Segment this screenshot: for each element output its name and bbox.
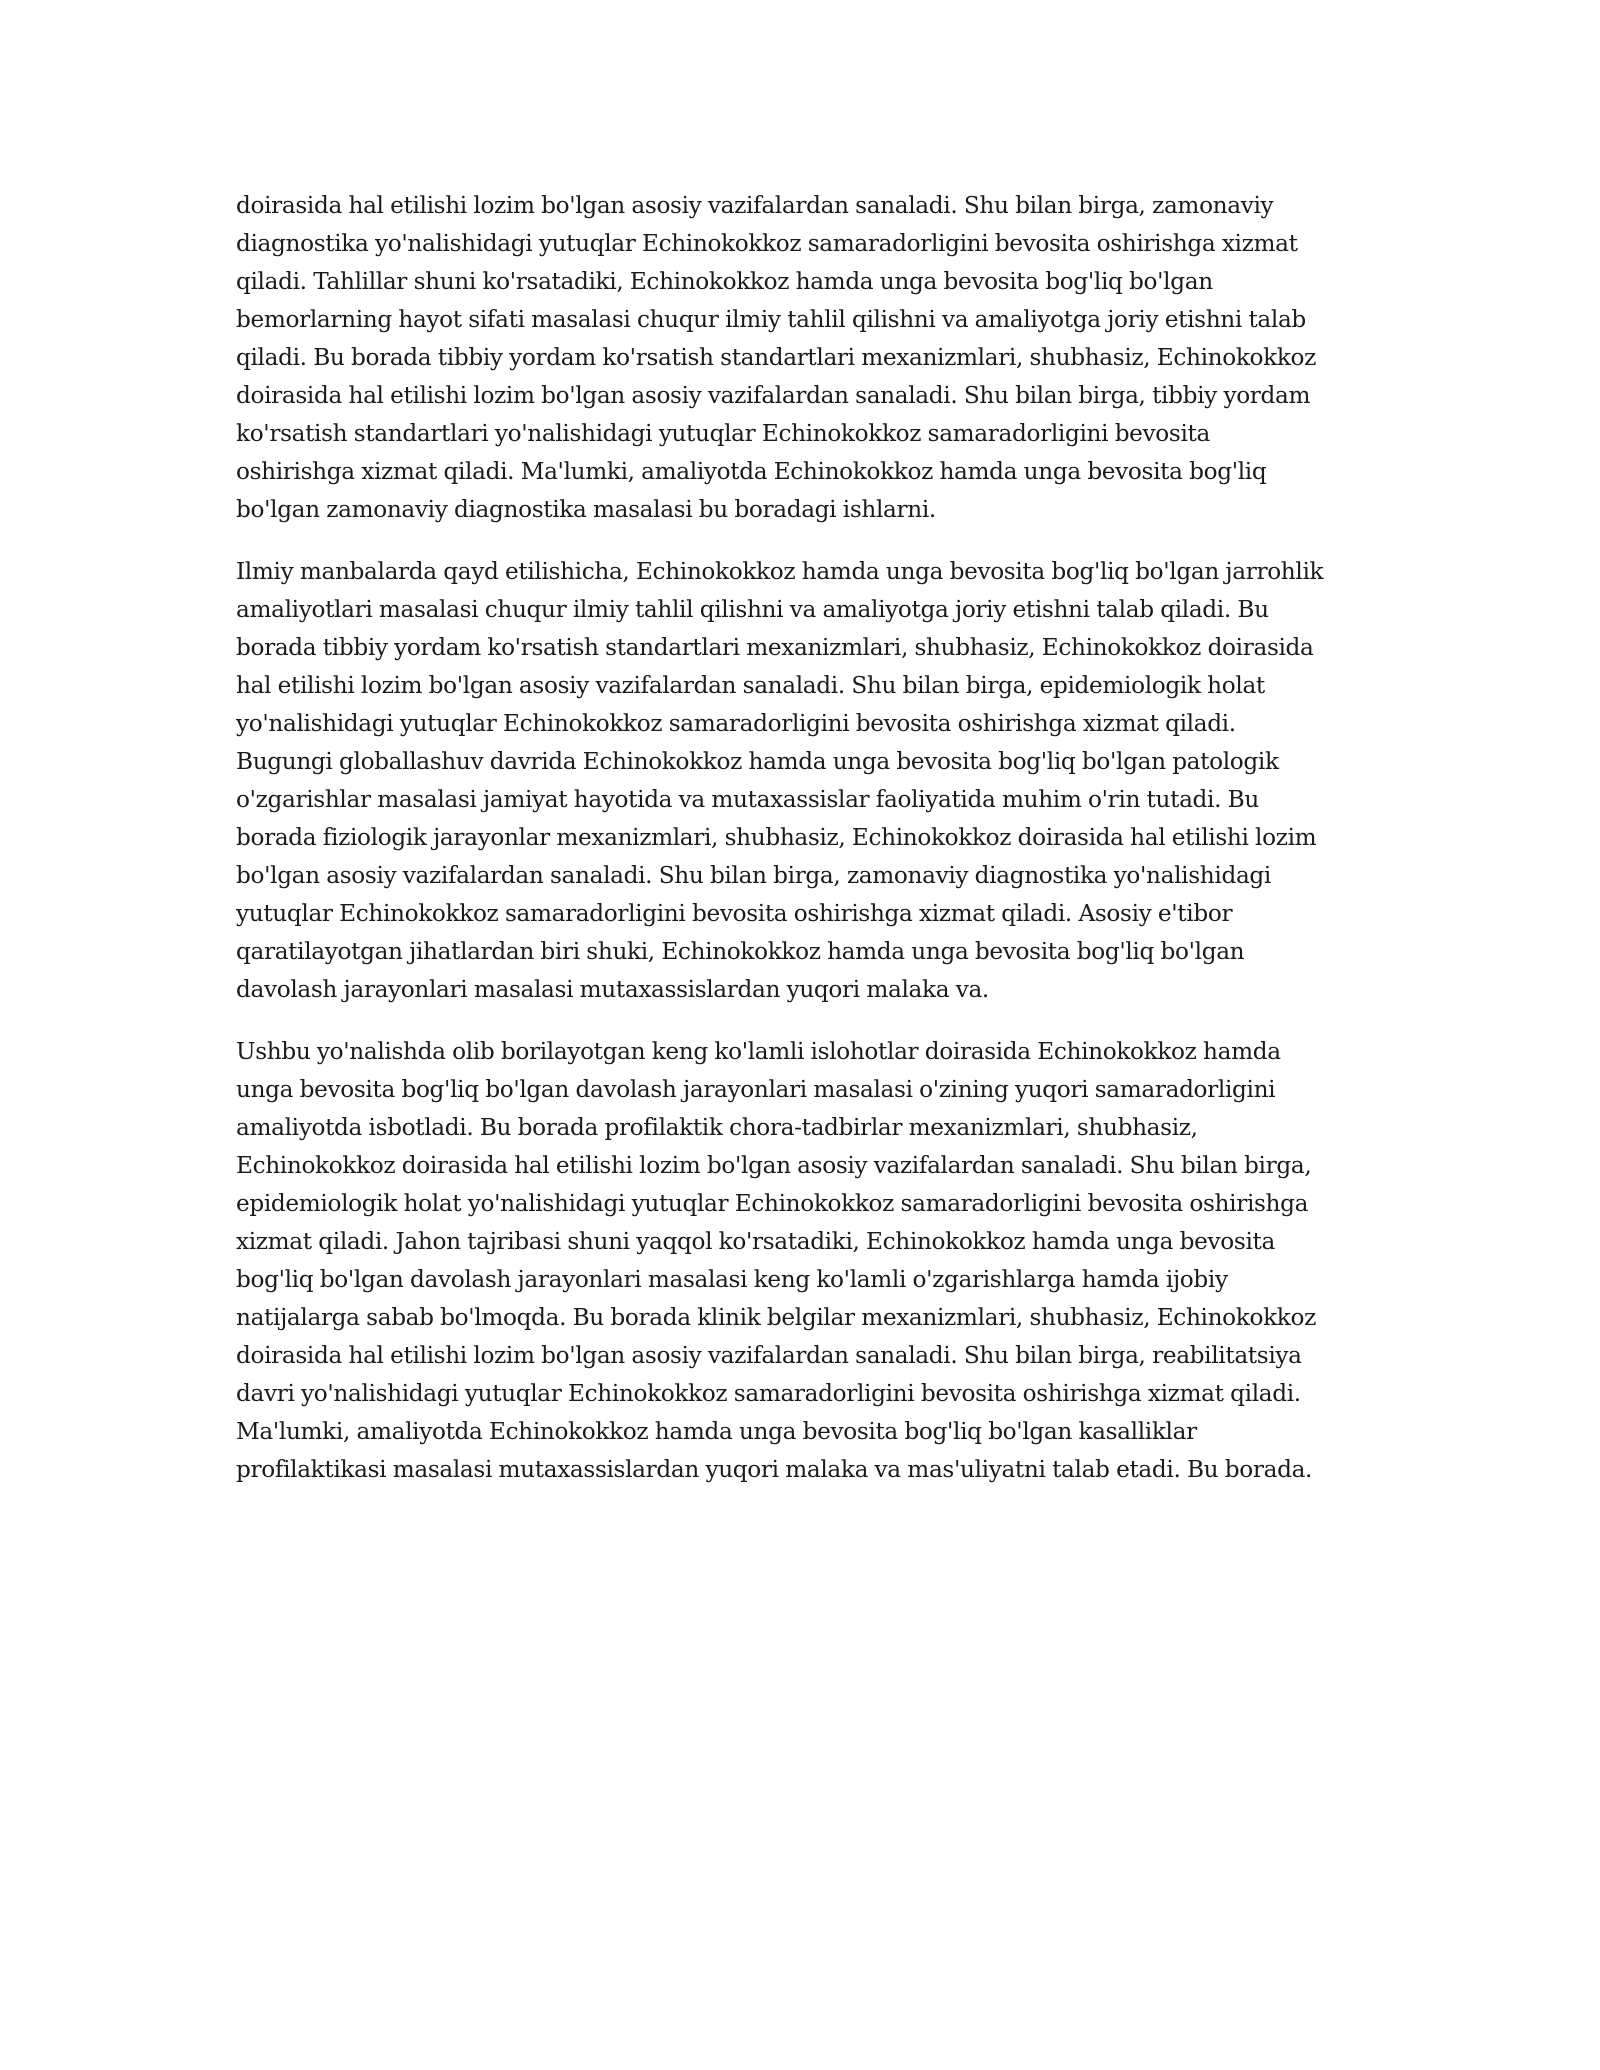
text-line: doirasida hal etilishi lozim bo'lgan asosiy vazifalardan sanaladi. Shu bilan birga, zamonaviy (236, 192, 1274, 219)
text-line: doirasida hal etilishi lozim bo'lgan asosiy vazifalardan sanaladi. Shu bilan birga, tibbiy yordam (236, 382, 1311, 409)
paragraph-1 (236, 187, 1366, 529)
text-line: profilaktikasi masalasi mutaxassislardan yuqori malaka va mas'uliyatni talab etadi. Bu borada. (236, 1456, 1313, 1483)
text-line: o'zgarishlar masalasi jamiyat hayotida va mutaxassislar faoliyatida muhim o'rin tutadi. Bu (236, 786, 1259, 813)
text-line: unga bevosita bog'liq bo'lgan davolash jarayonlari masalasi o'zining yuqori samaradorligini (236, 1076, 1276, 1103)
text-line: doirasida hal etilishi lozim bo'lgan asosiy vazifalardan sanaladi. Shu bilan birga, reabilitatsiya (236, 1342, 1302, 1369)
text-line: Ushbu yo'nalishda olib borilayotgan keng ko'lamli islohotlar doirasida Echinokokkoz hamda (236, 1038, 1281, 1065)
text-line: borada tibbiy yordam ko'rsatish standartlari mexanizmlari, shubhasiz, Echinokokkoz doirasida (236, 634, 1314, 661)
text-line: diagnostika yo'nalishidagi yutuqlar Echinokokkoz samaradorligini bevosita oshirishga xizmat (236, 230, 1298, 257)
text-line: Bugungi globallashuv davrida Echinokokkoz hamda unga bevosita bog'liq bo'lgan patologik (236, 748, 1279, 775)
text-line: xizmat qiladi. Jahon tajribasi shuni yaqqol ko'rsatadiki, Echinokokkoz hamda unga bevosita (236, 1228, 1275, 1255)
text-line: amaliyotlari masalasi chuqur ilmiy tahlil qilishni va amaliyotga joriy etishni talab qiladi. Bu (236, 596, 1269, 623)
text-line: hal etilishi lozim bo'lgan asosiy vazifalardan sanaladi. Shu bilan birga, epidemiologik holat (236, 672, 1265, 699)
text-line: oshirishga xizmat qiladi. Ma'lumki, amaliyotda Echinokokkoz hamda unga bevosita bog'liq (236, 458, 1267, 485)
text-line: Echinokokkoz doirasida hal etilishi lozim bo'lgan asosiy vazifalardan sanaladi. Shu bilan birga, (236, 1152, 1312, 1179)
text-line: Ma'lumki, amaliyotda Echinokokkoz hamda unga bevosita bog'liq bo'lgan kasalliklar (236, 1418, 1197, 1445)
paragraph-3 (236, 1033, 1366, 1489)
text-line: qiladi. Tahlillar shuni ko'rsatadiki, Echinokokkoz hamda unga bevosita bog'liq bo'lgan (236, 268, 1213, 295)
text-line: davri yo'nalishidagi yutuqlar Echinokokkoz samaradorligini bevosita oshirishga xizmat qiladi. (236, 1380, 1301, 1407)
text-line: Ilmiy manbalarda qayd etilishicha, Echinokokkoz hamda unga bevosita bog'liq bo'lgan jarrohlik (236, 558, 1324, 585)
text-line: natijalarga sabab bo'lmoqda. Bu borada klinik belgilar mexanizmlari, shubhasiz, Echinokokkoz (236, 1304, 1316, 1331)
text-line: davolash jarayonlari masalasi mutaxassislardan yuqori malaka va. (236, 976, 989, 1003)
text-line: amaliyotda isbotladi. Bu borada profilaktik chora-tadbirlar mexanizmlari, shubhasiz, (236, 1114, 1198, 1141)
text-line: bo'lgan asosiy vazifalardan sanaladi. Shu bilan birga, zamonaviy diagnostika yo'nalishidagi (236, 862, 1271, 889)
text-line: epidemiologik holat yo'nalishidagi yutuqlar Echinokokkoz samaradorligini bevosita oshirishga (236, 1190, 1309, 1217)
text-line: bog'liq bo'lgan davolash jarayonlari masalasi keng ko'lamli o'zgarishlarga hamda ijobiy (236, 1266, 1228, 1293)
text-line: bemorlarning hayot sifati masalasi chuqur ilmiy tahlil qilishni va amaliyotga joriy etishni talab (236, 306, 1306, 333)
text-line: ko'rsatish standartlari yo'nalishidagi yutuqlar Echinokokkoz samaradorligini bevosita (236, 420, 1210, 447)
text-line: qaratilayotgan jihatlardan biri shuki, Echinokokkoz hamda unga bevosita bog'liq bo'lgan (236, 938, 1245, 965)
text-line: borada fiziologik jarayonlar mexanizmlari, shubhasiz, Echinokokkoz doirasida hal etilishi lozim (236, 824, 1317, 851)
text-line: yo'nalishidagi yutuqlar Echinokokkoz samaradorligini bevosita oshirishga xizmat qiladi. (236, 710, 1236, 737)
document-body (236, 187, 1366, 1513)
text-line: bo'lgan zamonaviy diagnostika masalasi bu boradagi ishlarni. (236, 496, 936, 523)
paragraph-2 (236, 553, 1366, 1009)
text-line: yutuqlar Echinokokkoz samaradorligini bevosita oshirishga xizmat qiladi. Asosiy e'tibor (236, 900, 1233, 927)
text-line: qiladi. Bu borada tibbiy yordam ko'rsatish standartlari mexanizmlari, shubhasiz, Echinokokkoz (236, 344, 1317, 371)
